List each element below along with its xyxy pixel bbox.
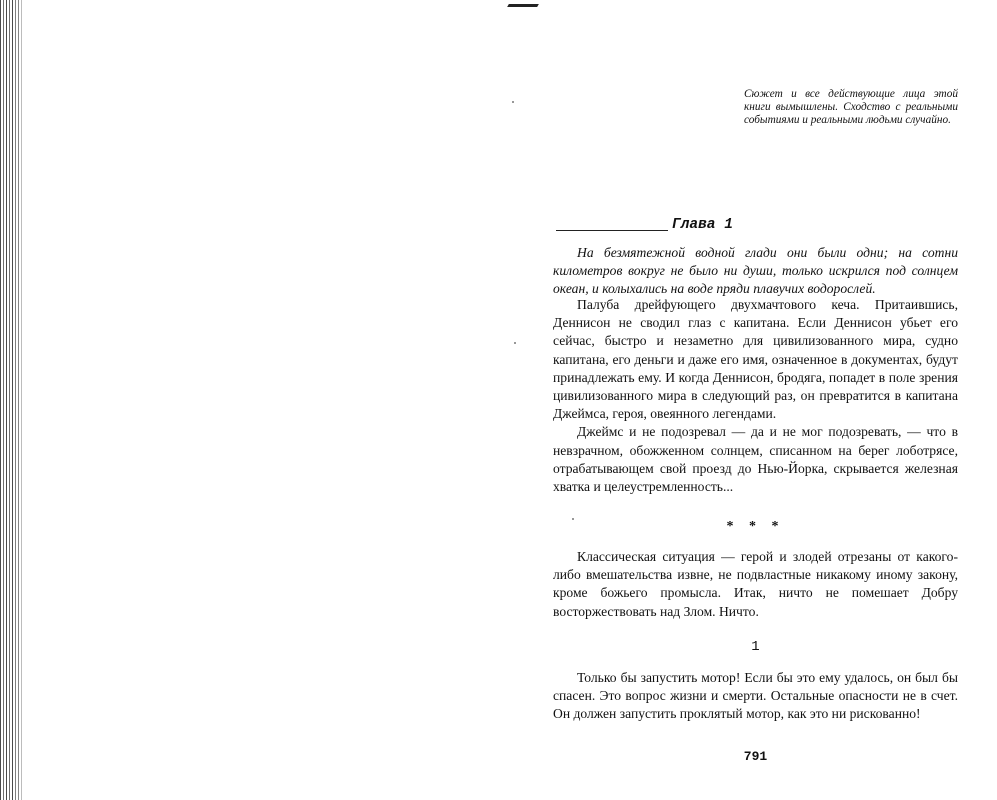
scan-mark	[507, 4, 539, 7]
story-text	[553, 296, 958, 496]
epigraph	[553, 244, 958, 299]
paragraph: Джеймс и не подозревал — да и не мог подозревать, — что в невзрачном, обожженном солнцем, списанном на берег лоботрясе, отрабатывающем свой проезд до Нью-Йорка, скрывается железная хватка и целеустремленность...	[553, 424, 958, 495]
paragraph: Палуба дрейфующего двухмачтового кеча. Притаившись, Деннисон не сводил глаз с капитана. Если Деннисон убьет его сейчас, быстро и незаметно для цивилизованного мира, судно капитана, его деньги и даже его имя, означенное в документах, будут принадлежать ему. И когда Деннисон, бродяга, попадет в поле зрения цивилизованного мира в следующий раз, он превратится в капитана Джеймса, героя, овеянного легендами.	[553, 297, 958, 422]
chapter-heading	[556, 216, 776, 236]
classic-text	[553, 548, 958, 621]
paragraph: Классическая ситуация — герой и злодей отрезаны от какого-либо вмешательства извне, не подвластные никакому иному закону, кроме божьего промысла. Итак, ничто не помешает Добру восторжествовать над Злом. Ничто.	[553, 549, 958, 619]
section-text	[553, 669, 958, 724]
paragraph: Только бы запустить мотор! Если бы это ему удалось, он был бы спасен. Это вопрос жизни и смерти. Остальные опасности не в счет. Он должен запустить проклятый мотор, как это ни рискованно!	[553, 670, 958, 722]
scan-speck	[512, 101, 514, 103]
chapter-rule	[556, 230, 668, 231]
section-separator: * * *	[726, 519, 785, 534]
chapter-title: Глава 1	[672, 217, 733, 233]
page-number: 791	[743, 749, 768, 764]
scan-speck	[514, 342, 516, 344]
book-spine-shadow	[14, 0, 28, 800]
epigraph-text: На безмятежной водной глади они были одни; на сотни километров вокруг не было ни души, только искрился под солнцем океан, и колыхались на воде пряди плавучих водорослей.	[553, 245, 958, 297]
disclaimer-note: Сюжет и все действующие лица этой книги вымышлены. Сходство с реальными событиями и реальными людьми случайно.	[744, 88, 958, 126]
section-number: 1	[751, 639, 760, 655]
